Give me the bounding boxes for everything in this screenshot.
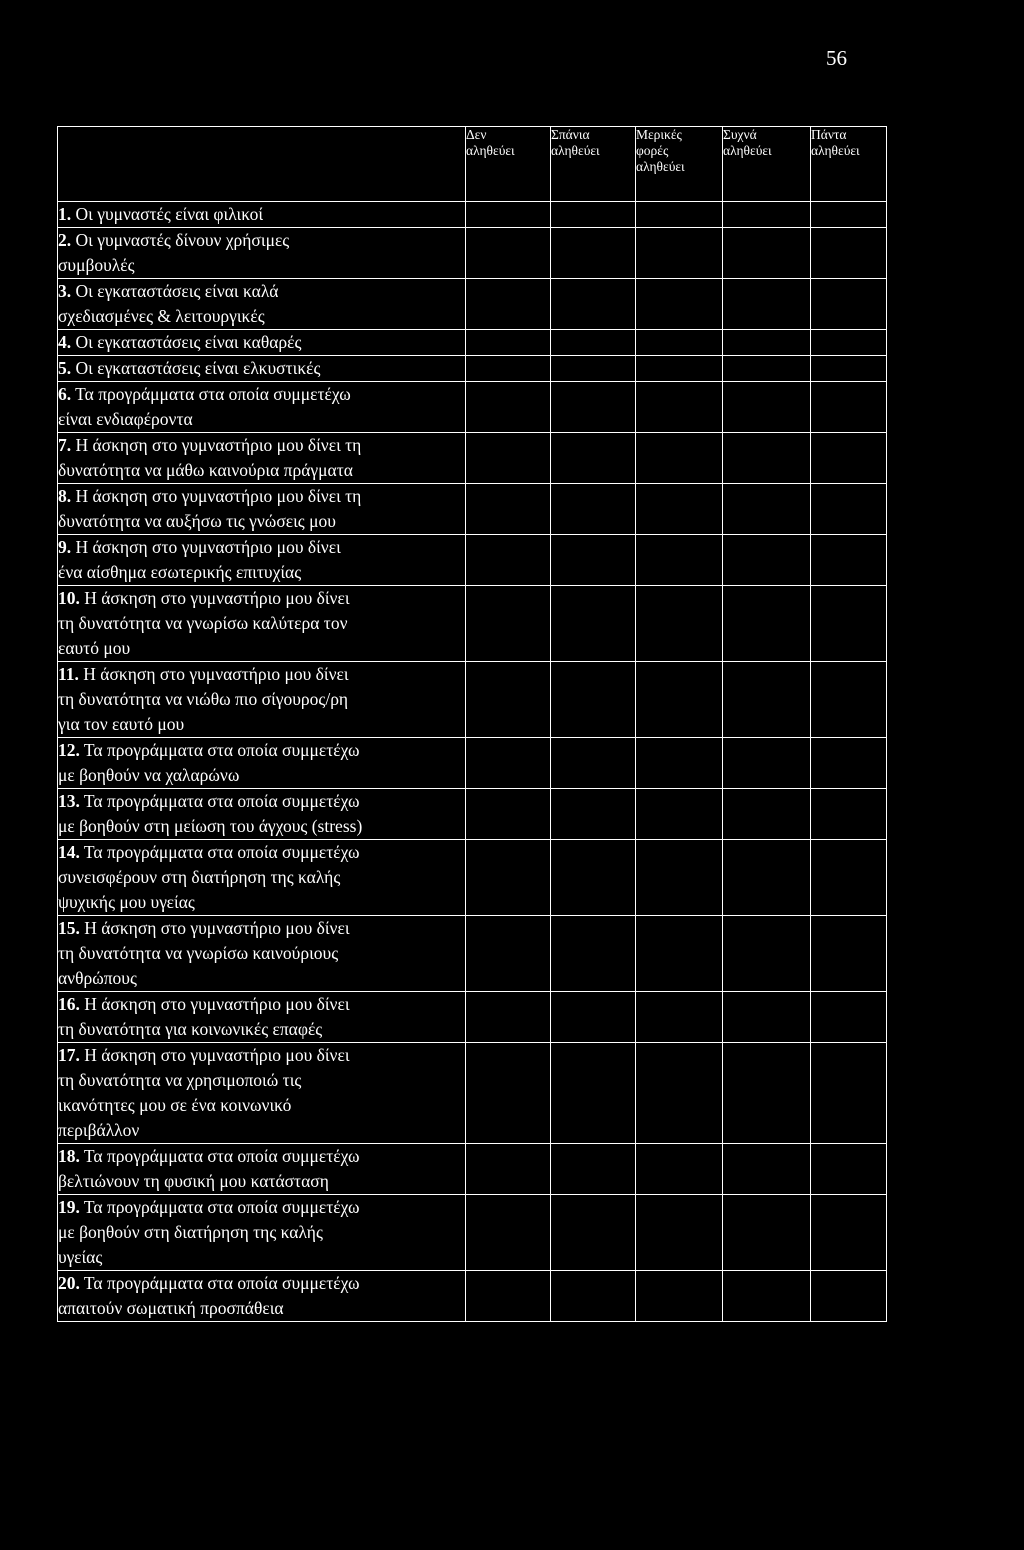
item-number: 20. (58, 1273, 80, 1293)
item-number: 4. (58, 332, 72, 352)
item-number: 17. (58, 1045, 80, 1065)
response-cell[interactable] (811, 535, 887, 586)
response-cell[interactable] (636, 916, 723, 992)
scale-header-never: Δεν αληθεύει (466, 127, 551, 202)
item-text: Η άσκηση στο γυμναστήριο μου δίνει τη δυνατότητα να αυξήσω τις γνώσεις μου (58, 486, 362, 531)
table-row (58, 228, 887, 279)
table-row (58, 382, 887, 433)
table-row (58, 789, 887, 840)
item-text: Η άσκηση στο γυμναστήριο μου δίνει τη δυνατότητα για κοινωνικές επαφές (58, 994, 350, 1039)
table-row (58, 202, 887, 228)
response-cell[interactable] (723, 1144, 811, 1195)
response-cell[interactable] (811, 1043, 887, 1144)
response-cell[interactable] (466, 738, 551, 789)
response-cell[interactable] (811, 662, 887, 738)
response-cell[interactable] (636, 433, 723, 484)
item-number: 8. (58, 486, 72, 506)
item-number: 16. (58, 994, 80, 1014)
item-text: Οι εγκαταστάσεις είναι καθαρές (71, 332, 302, 352)
item-statement (58, 356, 466, 382)
table-row (58, 1043, 887, 1144)
response-cell[interactable] (551, 1144, 636, 1195)
item-text: Τα προγράμματα στα οποία συμμετέχω με βοηθούν στη μείωση του άγχους (stress) (58, 791, 363, 836)
response-cell[interactable] (723, 992, 811, 1043)
scale-header-sometimes: Μερικές φορές αληθεύει (636, 127, 723, 202)
response-cell[interactable] (466, 484, 551, 535)
item-statement (58, 202, 466, 228)
response-cell[interactable] (551, 1271, 636, 1322)
response-cell[interactable] (636, 662, 723, 738)
item-statement (58, 279, 466, 330)
response-cell[interactable] (466, 433, 551, 484)
response-cell[interactable] (466, 535, 551, 586)
response-cell[interactable] (636, 1043, 723, 1144)
item-statement (58, 484, 466, 535)
response-cell[interactable] (723, 840, 811, 916)
item-statement (58, 738, 466, 789)
response-cell[interactable] (466, 279, 551, 330)
item-number: 1. (58, 204, 72, 224)
item-text: Οι γυμναστές είναι φιλικοί (71, 204, 264, 224)
item-text: Τα προγράμματα στα οποία συμμετέχω είναι ενδιαφέροντα (58, 384, 351, 429)
table-row (58, 330, 887, 356)
response-cell[interactable] (636, 738, 723, 789)
item-number: 19. (58, 1197, 80, 1217)
response-cell[interactable] (723, 356, 811, 382)
item-statement (58, 1271, 466, 1322)
response-cell[interactable] (811, 433, 887, 484)
response-cell[interactable] (811, 789, 887, 840)
response-cell[interactable] (466, 202, 551, 228)
response-cell[interactable] (466, 382, 551, 433)
item-number: 10. (58, 588, 80, 608)
response-cell[interactable] (466, 1144, 551, 1195)
response-cell[interactable] (551, 992, 636, 1043)
response-cell[interactable] (636, 1144, 723, 1195)
table-row (58, 1271, 887, 1322)
item-number: 3. (58, 281, 72, 301)
table-row (58, 992, 887, 1043)
response-cell[interactable] (811, 916, 887, 992)
item-number: 13. (58, 791, 80, 811)
response-cell[interactable] (723, 1271, 811, 1322)
table-row (58, 1195, 887, 1271)
item-statement (58, 916, 466, 992)
item-number: 12. (58, 740, 80, 760)
item-text: Η άσκηση στο γυμναστήριο μου δίνει τη δυνατότητα να χρησιμοποιώ τις ικανότητες μου σε ένα κοινωνικό περιβάλλον (58, 1045, 350, 1140)
item-text: Τα προγράμματα στα οποία συμμετέχω με βοηθούν στη διατήρηση της καλής υγείας (58, 1197, 360, 1267)
table-row (58, 535, 887, 586)
item-statement (58, 535, 466, 586)
header-blank (58, 127, 466, 202)
item-statement (58, 1043, 466, 1144)
survey-table (57, 126, 887, 1322)
table-row (58, 662, 887, 738)
response-cell[interactable] (723, 279, 811, 330)
item-statement (58, 433, 466, 484)
response-cell[interactable] (723, 662, 811, 738)
item-number: 2. (58, 230, 72, 250)
response-cell[interactable] (551, 382, 636, 433)
response-cell[interactable] (811, 840, 887, 916)
item-number: 15. (58, 918, 80, 938)
response-cell[interactable] (466, 586, 551, 662)
item-text: Η άσκηση στο γυμναστήριο μου δίνει τη δυνατότητα να μάθω καινούρια πράγματα (58, 435, 362, 480)
item-statement (58, 330, 466, 356)
response-cell[interactable] (723, 484, 811, 535)
item-text: Οι εγκαταστάσεις είναι καλά σχεδιασμένες & λειτουργικές (58, 281, 279, 326)
response-cell[interactable] (723, 738, 811, 789)
response-cell[interactable] (551, 535, 636, 586)
response-cell[interactable] (466, 992, 551, 1043)
item-number: 6. (58, 384, 72, 404)
response-cell[interactable] (636, 228, 723, 279)
response-cell[interactable] (811, 1144, 887, 1195)
table-row (58, 433, 887, 484)
response-cell[interactable] (466, 356, 551, 382)
table-row (58, 738, 887, 789)
item-statement (58, 1144, 466, 1195)
item-text: Τα προγράμματα στα οποία συμμετέχω απαιτούν σωματική προσπάθεια (58, 1273, 360, 1318)
response-cell[interactable] (466, 662, 551, 738)
response-cell[interactable] (636, 356, 723, 382)
item-text: Τα προγράμματα στα οποία συμμετέχω βελτιώνουν τη φυσική μου κατάσταση (58, 1146, 360, 1191)
scale-header-always: Πάντα αληθεύει (811, 127, 887, 202)
response-cell[interactable] (723, 433, 811, 484)
response-cell[interactable] (636, 992, 723, 1043)
header-row (58, 127, 887, 202)
response-cell[interactable] (811, 382, 887, 433)
response-cell[interactable] (636, 1195, 723, 1271)
item-statement (58, 228, 466, 279)
response-cell[interactable] (551, 433, 636, 484)
response-cell[interactable] (811, 330, 887, 356)
response-cell[interactable] (723, 916, 811, 992)
response-cell[interactable] (466, 916, 551, 992)
response-cell[interactable] (551, 356, 636, 382)
response-cell[interactable] (551, 228, 636, 279)
table-row (58, 356, 887, 382)
item-text: Η άσκηση στο γυμναστήριο μου δίνει τη δυνατότητα να γνωρίσω καινούριους ανθρώπους (58, 918, 350, 988)
response-cell[interactable] (723, 382, 811, 433)
response-cell[interactable] (723, 789, 811, 840)
table-row (58, 484, 887, 535)
response-cell[interactable] (551, 202, 636, 228)
response-cell[interactable] (551, 1195, 636, 1271)
response-cell[interactable] (811, 484, 887, 535)
response-cell[interactable] (551, 484, 636, 535)
response-cell[interactable] (723, 1043, 811, 1144)
item-number: 11. (58, 664, 79, 684)
response-cell[interactable] (551, 789, 636, 840)
response-cell[interactable] (551, 586, 636, 662)
item-text: Τα προγράμματα στα οποία συμμετέχω με βοηθούν να χαλαρώνω (58, 740, 360, 785)
response-cell[interactable] (811, 356, 887, 382)
response-cell[interactable] (466, 789, 551, 840)
item-text: Οι γυμναστές δίνουν χρήσιμες συμβουλές (58, 230, 290, 275)
table-row (58, 840, 887, 916)
response-cell[interactable] (551, 330, 636, 356)
response-cell[interactable] (636, 484, 723, 535)
item-statement (58, 382, 466, 433)
response-cell[interactable] (636, 382, 723, 433)
item-number: 9. (58, 537, 72, 557)
response-cell[interactable] (551, 662, 636, 738)
response-cell[interactable] (466, 228, 551, 279)
response-cell[interactable] (466, 330, 551, 356)
table-row (58, 1144, 887, 1195)
table-row (58, 279, 887, 330)
item-statement (58, 992, 466, 1043)
scale-header-rarely: Σπάνια αληθεύει (551, 127, 636, 202)
response-cell[interactable] (636, 1271, 723, 1322)
response-cell[interactable] (723, 330, 811, 356)
item-text: Τα προγράμματα στα οποία συμμετέχω συνεισφέρουν στη διατήρηση της καλής ψυχικής μου υγείας (58, 842, 360, 912)
response-cell[interactable] (811, 1195, 887, 1271)
item-text: Η άσκηση στο γυμναστήριο μου δίνει τη δυνατότητα να νιώθω πιο σίγουρος/ρη για τον εαυτό μου (58, 664, 349, 734)
response-cell[interactable] (466, 1271, 551, 1322)
response-cell[interactable] (551, 840, 636, 916)
response-cell[interactable] (636, 840, 723, 916)
item-number: 5. (58, 358, 72, 378)
response-cell[interactable] (811, 1271, 887, 1322)
item-number: 18. (58, 1146, 80, 1166)
response-cell[interactable] (811, 992, 887, 1043)
item-statement (58, 1195, 466, 1271)
response-cell[interactable] (723, 1195, 811, 1271)
response-cell[interactable] (723, 228, 811, 279)
response-cell[interactable] (811, 202, 887, 228)
item-statement (58, 840, 466, 916)
item-text: Η άσκηση στο γυμναστήριο μου δίνει τη δυνατότητα να γνωρίσω καλύτερα τον εαυτό μου (58, 588, 350, 658)
response-cell[interactable] (466, 840, 551, 916)
item-statement (58, 789, 466, 840)
response-cell[interactable] (811, 586, 887, 662)
response-cell[interactable] (723, 586, 811, 662)
response-cell[interactable] (811, 228, 887, 279)
response-cell[interactable] (551, 279, 636, 330)
response-cell[interactable] (636, 586, 723, 662)
response-cell[interactable] (636, 202, 723, 228)
response-cell[interactable] (466, 1195, 551, 1271)
item-statement (58, 586, 466, 662)
item-text: Οι εγκαταστάσεις είναι ελκυστικές (71, 358, 321, 378)
response-cell[interactable] (551, 916, 636, 992)
response-cell[interactable] (723, 202, 811, 228)
response-cell[interactable] (811, 279, 887, 330)
response-cell[interactable] (811, 738, 887, 789)
table-row (58, 916, 887, 992)
response-cell[interactable] (636, 789, 723, 840)
response-cell[interactable] (723, 535, 811, 586)
response-cell[interactable] (466, 1043, 551, 1144)
item-number: 7. (58, 435, 72, 455)
response-cell[interactable] (551, 738, 636, 789)
response-cell[interactable] (636, 535, 723, 586)
scale-header-often: Συχνά αληθεύει (723, 127, 811, 202)
item-number: 14. (58, 842, 80, 862)
page-number: 56 (826, 46, 847, 70)
item-text: Η άσκηση στο γυμναστήριο μου δίνει ένα αίσθημα εσωτερικής επιτυχίας (58, 537, 341, 582)
table-row (58, 586, 887, 662)
response-cell[interactable] (636, 330, 723, 356)
item-statement (58, 662, 466, 738)
response-cell[interactable] (551, 1043, 636, 1144)
response-cell[interactable] (636, 279, 723, 330)
